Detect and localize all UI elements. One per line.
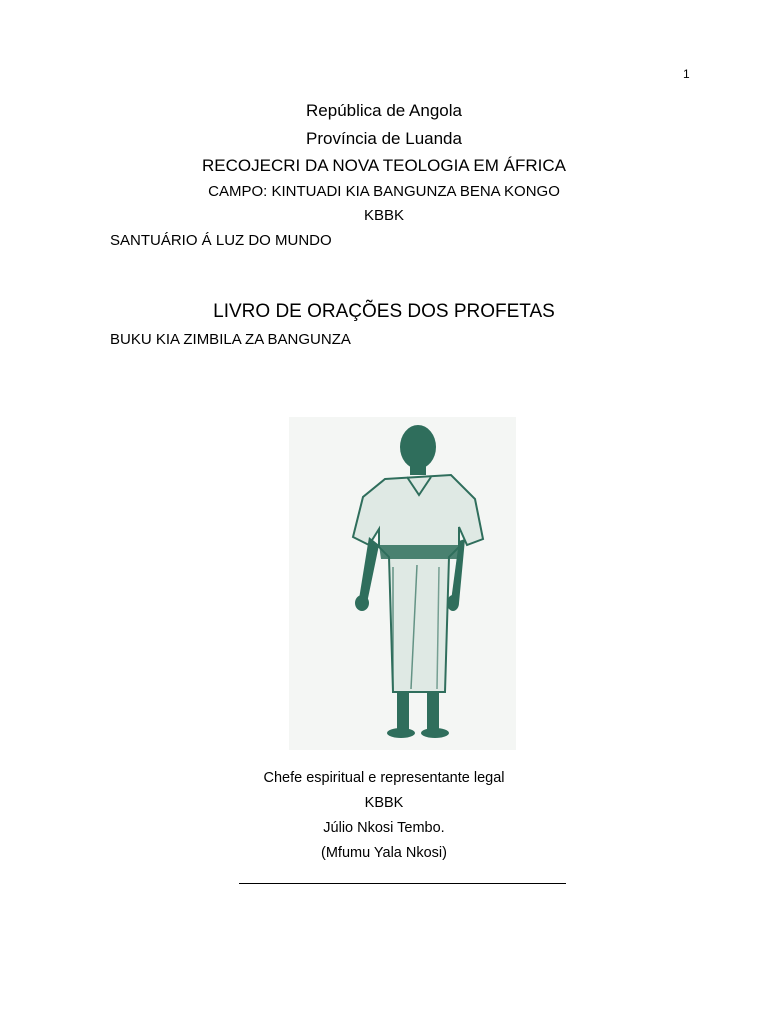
organization-line: RECOJECRI DA NOVA TEOLOGIA EM ÁFRICA [201,156,566,175]
book-subtitle: BUKU KIA ZIMBILA ZA BANGUNZA [110,331,351,348]
signature-line [239,883,566,884]
prophet-figure-illustration [289,417,516,750]
country-line: República de Angola [306,101,462,120]
caption-role: Chefe espiritual e representante legal [263,770,505,786]
caption-name: Júlio Nkosi Tembo. [323,820,445,836]
page-number: 1 [683,67,690,81]
caption-title: (Mfumu Yala Nkosi) [321,845,447,861]
sanctuary-line: SANTUÁRIO Á LUZ DO MUNDO [110,232,332,249]
province-line: Província de Luanda [306,129,462,148]
caption-kbbk: KBBK [364,795,404,811]
book-title: LIVRO DE ORAÇÕES DOS PROFETAS [213,301,555,322]
campo-line: CAMPO: KINTUADI KIA BANGUNZA BENA KONGO [208,183,560,200]
kbbk-line: KBBK [363,207,405,224]
prophet-photo [289,417,516,750]
